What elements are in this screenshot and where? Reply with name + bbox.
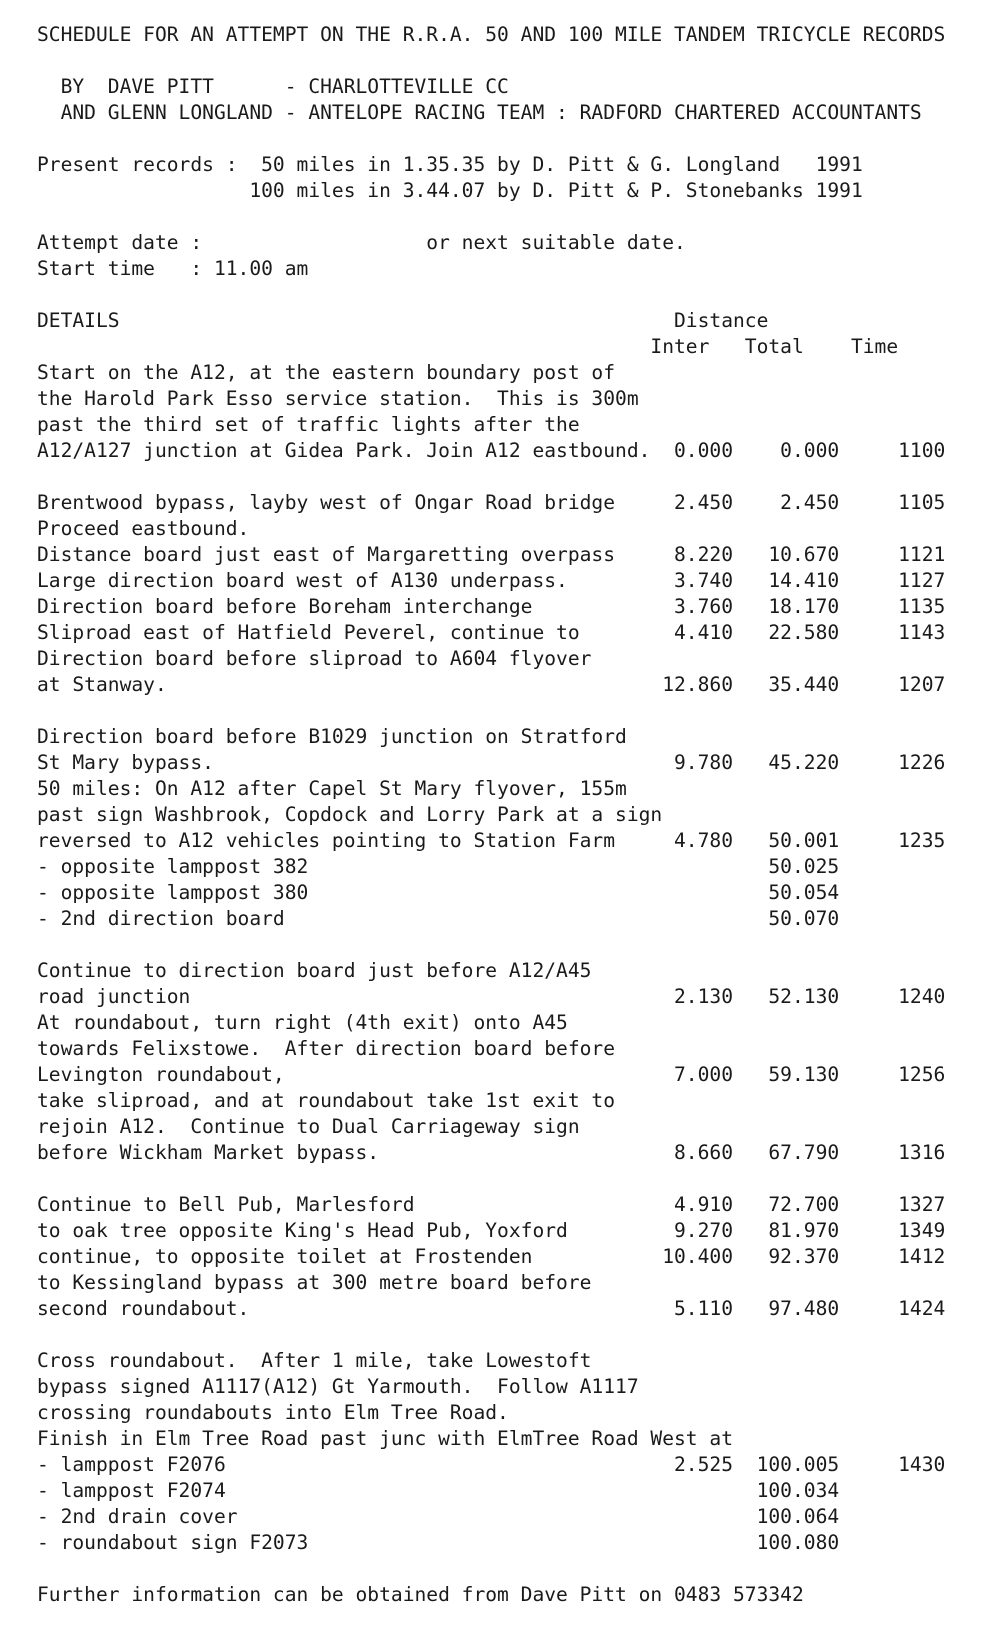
schedule-line: Continue to Bell Pub, Marlesford 4.910 72.700 1327 <box>37 1193 946 1216</box>
present-records-line-1: Present records : 50 miles in 1.35.35 by D. Pitt & G. Longland 1991 <box>37 153 863 176</box>
table-header-line-2: Inter Total Time <box>37 335 899 358</box>
document-title: SCHEDULE FOR AN ATTEMPT ON THE R.R.A. 50 AND 100 MILE TANDEM TRICYCLE RECORDS <box>37 23 946 46</box>
schedule-line: - lamppost F2076 2.525 100.005 1430 <box>37 1453 946 1476</box>
present-records-line-2: 100 miles in 3.44.07 by D. Pitt & P. Stonebanks 1991 <box>37 179 863 202</box>
schedule-line: Cross roundabout. After 1 mile, take Lowestoft <box>37 1349 592 1372</box>
spacer <box>37 1556 945 1582</box>
contact-line: Further information can be obtained from Dave Pitt on 0483 573342 <box>37 1583 804 1606</box>
schedule-line: Start on the A12, at the eastern boundary post of <box>37 361 616 384</box>
schedule-line: rejoin A12. Continue to Dual Carriageway sign <box>37 1115 580 1138</box>
schedule-line: bypass signed A1117(A12) Gt Yarmouth. Follow A1117 <box>37 1375 639 1398</box>
schedule-line: - 2nd drain cover 100.064 <box>37 1505 840 1528</box>
schedule-line: Sliproad east of Hatfield Peverel, continue to 4.410 22.580 1143 <box>37 621 946 644</box>
schedule-line: A12/A127 junction at Gidea Park. Join A12 eastbound. 0.000 0.000 1100 <box>37 439 946 462</box>
spacer <box>37 932 945 958</box>
schedule-line: Levington roundabout, 7.000 59.130 1256 <box>37 1063 946 1086</box>
spacer <box>37 1166 945 1192</box>
spacer <box>37 698 945 724</box>
schedule-line: 50 miles: On A12 after Capel St Mary flyover, 155m <box>37 777 627 800</box>
schedule-line: at Stanway. 12.860 35.440 1207 <box>37 673 946 696</box>
schedule-line: Continue to direction board just before A12/A45 <box>37 959 592 982</box>
schedule-line: past sign Washbrook, Copdock and Lorry Park at a sign <box>37 803 663 826</box>
schedule-line: past the third set of traffic lights after the <box>37 413 580 436</box>
start-time-line: Start time : 11.00 am <box>37 257 309 280</box>
schedule-line: to oak tree opposite King's Head Pub, Yoxford 9.270 81.970 1349 <box>37 1219 946 1242</box>
schedule-line: - lamppost F2074 100.034 <box>37 1479 840 1502</box>
schedule-line: Distance board just east of Margaretting overpass 8.220 10.670 1121 <box>37 543 946 566</box>
schedule-line: crossing roundabouts into Elm Tree Road. <box>37 1401 509 1424</box>
schedule-line: take sliproad, and at roundabout take 1st exit to <box>37 1089 616 1112</box>
schedule-line: reversed to A12 vehicles pointing to Station Farm 4.780 50.001 1235 <box>37 829 946 852</box>
schedule-line: second roundabout. 5.110 97.480 1424 <box>37 1297 946 1320</box>
schedule-line: At roundabout, turn right (4th exit) onto A45 <box>37 1011 568 1034</box>
schedule-line: - opposite lamppost 382 50.025 <box>37 855 840 878</box>
schedule-line: - opposite lamppost 380 50.054 <box>37 881 840 904</box>
schedule-line: Proceed eastbound. <box>37 517 250 540</box>
schedule-document <box>37 22 945 1608</box>
schedule-line: - roundabout sign F2073 100.080 <box>37 1531 840 1554</box>
table-header-line-1: DETAILS Distance <box>37 309 769 332</box>
schedule-line: - 2nd direction board 50.070 <box>37 907 840 930</box>
spacer <box>37 1322 945 1348</box>
spacer <box>37 464 945 490</box>
riders-line-2: AND GLENN LONGLAND - ANTELOPE RACING TEAM : RADFORD CHARTERED ACCOUNTANTS <box>37 101 922 124</box>
spacer <box>37 48 945 74</box>
schedule-line: road junction 2.130 52.130 1240 <box>37 985 946 1008</box>
schedule-line: Direction board before sliproad to A604 flyover <box>37 647 592 670</box>
schedule-line: Finish in Elm Tree Road past junc with ElmTree Road West at <box>37 1427 733 1450</box>
schedule-line: towards Felixstowe. After direction board before <box>37 1037 616 1060</box>
schedule-line: Large direction board west of A130 underpass. 3.740 14.410 1127 <box>37 569 946 592</box>
schedule-line: to Kessingland bypass at 300 metre board before <box>37 1271 592 1294</box>
spacer <box>37 126 945 152</box>
schedule-line: before Wickham Market bypass. 8.660 67.790 1316 <box>37 1141 946 1164</box>
spacer <box>37 282 945 308</box>
schedule-line: Direction board before Boreham interchange 3.760 18.170 1135 <box>37 595 946 618</box>
schedule-line: Direction board before B1029 junction on Stratford <box>37 725 627 748</box>
schedule-line: St Mary bypass. 9.780 45.220 1226 <box>37 751 946 774</box>
attempt-date-line: Attempt date : or next suitable date. <box>37 231 686 254</box>
schedule-body <box>37 360 945 1556</box>
riders-line-1: BY DAVE PITT - CHARLOTTEVILLE CC <box>37 75 509 98</box>
schedule-line: the Harold Park Esso service station. This is 300m <box>37 387 639 410</box>
schedule-line: Brentwood bypass, layby west of Ongar Road bridge 2.450 2.450 1105 <box>37 491 946 514</box>
schedule-line: continue, to opposite toilet at Frostenden 10.400 92.370 1412 <box>37 1245 946 1268</box>
spacer <box>37 204 945 230</box>
